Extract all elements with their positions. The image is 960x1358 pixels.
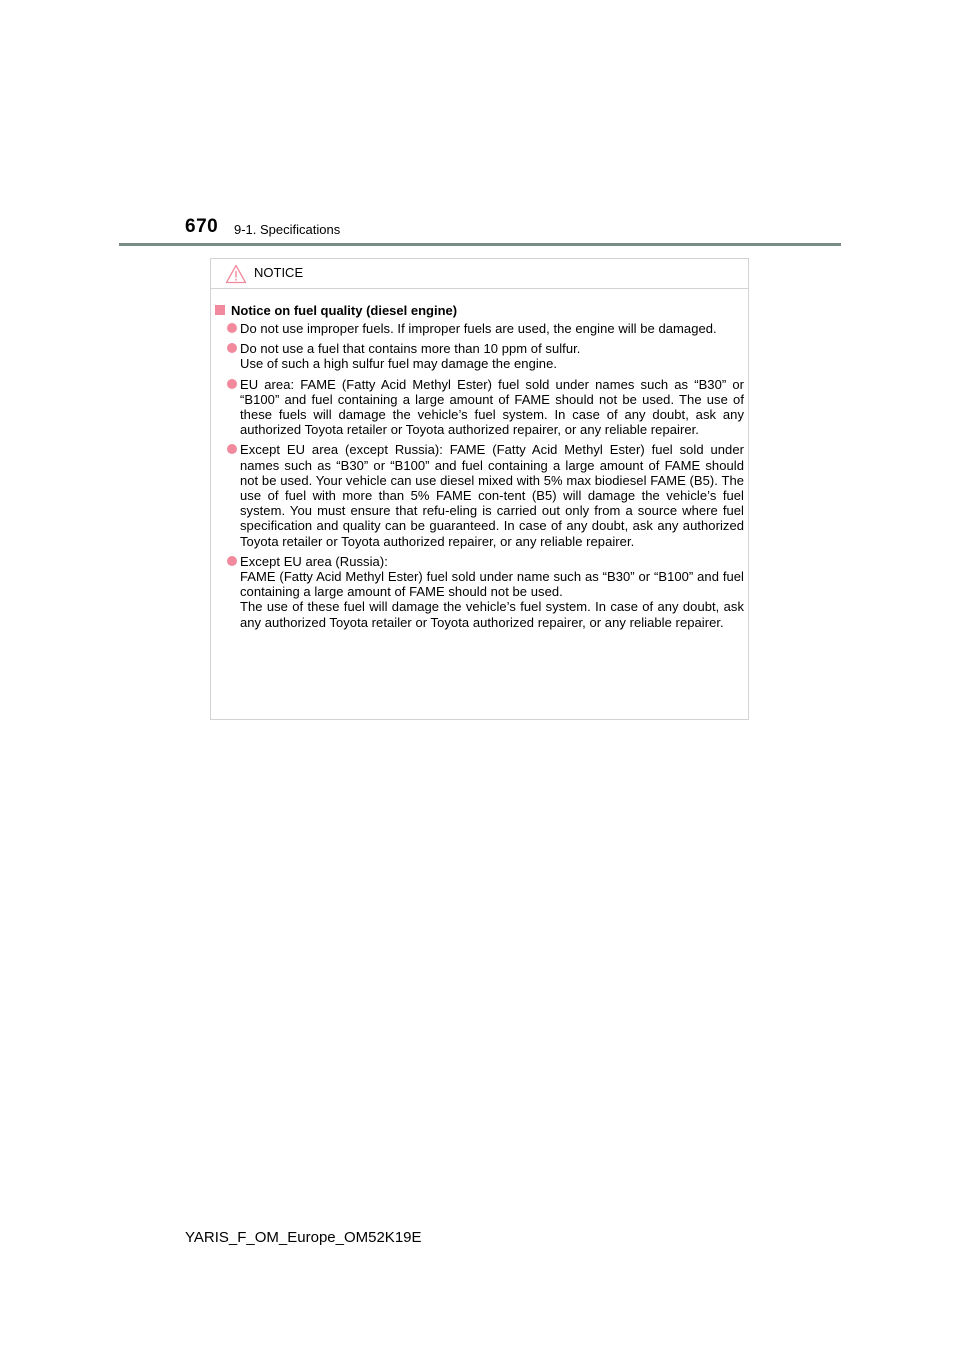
notice-bullet: [214, 442, 744, 548]
notice-bullet: [214, 554, 744, 630]
circle-bullet-icon: [227, 323, 237, 333]
notice-heading: [214, 303, 744, 318]
notice-box: [210, 258, 749, 720]
bullet-text: EU area: FAME (Fatty Acid Methyl Ester) fuel sold under names such as “B30” or “B100” and fuel containing a large amount of FAME should not be used. The use of these fuels will damage the vehicle’s fuel system. In case of any doubt, ask any authorized Toyota retailer or Toyota authorized repairer, or any reliable repairer.: [240, 376, 744, 438]
notice-bullet-list: [214, 321, 744, 630]
circle-bullet-icon: [227, 556, 237, 566]
bullet-text: FAME (Fatty Acid Methyl Ester) fuel sold under name such as “B30” or “B100” and fuel containing a large amount of FAME should not be used.: [240, 569, 744, 600]
notice-label: NOTICE: [254, 265, 304, 280]
section-title: 9-1. Specifications: [234, 222, 341, 237]
bullet-text: The use of these fuel will damage the vehicle’s fuel system. In case of any doubt, ask any authorized Toyota retailer or Toyota authorized repairer, or any reliable repairer.: [240, 599, 744, 630]
header-rule: [119, 243, 841, 246]
notice-heading-text: Notice on fuel quality (diesel engine): [231, 303, 458, 318]
bullet-text: Do not use improper fuels. If improper fuels are used, the engine will be damaged.: [240, 321, 717, 336]
page-number: 670: [185, 216, 219, 237]
document-code: YARIS_F_OM_Europe_OM52K19E: [185, 1229, 422, 1246]
square-bullet-icon: [215, 305, 225, 315]
notice-bullet: [214, 341, 744, 371]
bullet-text: Except EU area (except Russia): FAME (Fatty Acid Methyl Ester) fuel sold under names such as “B30” or “B100” and fuel containing a large amount of FAME should not be used. Your vehicle can use diesel mixed with 5% max biodiesel FAME (B5). The use of fuel with more than 5% FAME con-tent (B5) will damage the vehicle’s fuel system. You must ensure that refu-eling is carried out only from a source where fuel specification and quality can be guaranteed. In case of any doubt, ask any authorized Toyota retailer or Toyota authorized repairer, or any reliable repairer.: [240, 442, 744, 549]
warning-triangle-icon: [225, 264, 247, 284]
bullet-text: Do not use a fuel that contains more than 10 ppm of sulfur.: [240, 341, 581, 357]
notice-bullet: [214, 321, 744, 336]
notice-body: [214, 303, 744, 635]
notice-bullet: [214, 377, 744, 438]
bullet-text: Except EU area (Russia):: [240, 553, 388, 569]
circle-bullet-icon: [227, 379, 237, 389]
circle-bullet-icon: [227, 444, 237, 454]
bullet-text: Use of such a high sulfur fuel may damage the engine.: [240, 356, 558, 372]
circle-bullet-icon: [227, 343, 237, 353]
notice-header: [211, 259, 748, 289]
